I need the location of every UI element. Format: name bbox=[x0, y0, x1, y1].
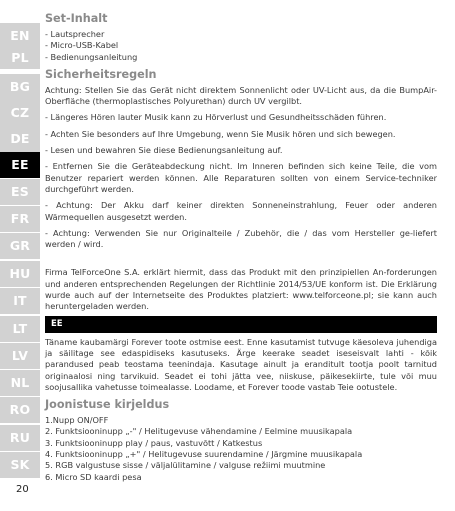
language-sidebar bbox=[0, 0, 40, 490]
lang-tab-fr[interactable]: FR bbox=[0, 206, 40, 232]
lang-tab-es[interactable]: ES bbox=[0, 179, 40, 205]
lang-tab-pl[interactable]: PL bbox=[0, 46, 40, 69]
lang-tab-lv[interactable]: LV bbox=[0, 343, 40, 369]
lang-tab-ru[interactable]: RU bbox=[0, 425, 40, 451]
description-item: 4. Funktsiooninupp „+" / Helitugevuse suurendamine / Järgmine muusikapala bbox=[45, 449, 363, 460]
section-bar-ee: EE bbox=[45, 316, 437, 333]
lang-tab-en[interactable]: EN bbox=[0, 23, 40, 49]
description-item: 2. Funktsiooninupp „-" / Helitugevuse vähendamine / Eelmine muusikapala bbox=[45, 426, 353, 437]
description-item: 6. Micro SD kaardi pesa bbox=[45, 471, 142, 482]
set-item: - Lautsprecher bbox=[45, 29, 105, 39]
lang-tab-ro[interactable]: RO bbox=[0, 397, 40, 423]
lang-tab-cz[interactable]: CZ bbox=[0, 100, 40, 126]
description-item: 5. RGB valgustuse sisse / väljalülitamine / valguse režiimi muutmine bbox=[45, 460, 326, 471]
declaration-text: Firma TelForceOne S.A. erklärt hiermit, dass das Produkt mit den prinzipiellen An-forderungen und anderen entsprechenden Regelungen der Richtlinie 2014/53/UE konform ist. Die Erklärung wurde auch auf der Internetseite des Produktes platziert: www.telforceone.pl; sie kann auch heruntergeladen werden. bbox=[45, 267, 437, 312]
set-item: - Bedienungsanleitung bbox=[45, 51, 138, 62]
lang-tab-de[interactable]: DE bbox=[0, 126, 40, 152]
safety-heading: Sicherheitsregeln bbox=[45, 67, 157, 81]
lang-tab-it[interactable]: IT bbox=[0, 288, 40, 314]
lang-tab-gr[interactable]: GR bbox=[0, 233, 40, 259]
set-heading: Set-Inhalt bbox=[45, 12, 108, 25]
lang-tab-ee-active[interactable]: EE bbox=[0, 152, 40, 178]
safety-item: - Achtung: Verwenden Sie nur Originalteile / Zubehör, die / das vom Hersteller ge-liefert werden / wird. bbox=[45, 227, 437, 250]
description-heading: Joonistuse kirjeldus bbox=[45, 398, 170, 412]
lang-tab-lt[interactable]: LT bbox=[0, 316, 40, 342]
lang-tab-hu[interactable]: HU bbox=[0, 261, 40, 287]
safety-item: - Achten Sie besonders auf Ihre Umgebung, wenn Sie Musik hören und sich bewegen. bbox=[45, 128, 396, 139]
safety-item: Achtung: Stellen Sie das Gerät nicht direktem Sonnenlicht oder UV-Licht aus, da die BumpAir-Oberfläche (thermoplastisches Polyurethan) durch UV vergilbt. bbox=[45, 84, 437, 107]
lang-tab-bg[interactable]: BG bbox=[0, 74, 40, 100]
description-item: 3. Funktsiooninupp play / paus, vastuvõtt / Katkestus bbox=[45, 437, 263, 448]
safety-item: - Längeres Hören lauter Musik kann zu Hörverlust und Gesundheitsschäden führen. bbox=[45, 112, 387, 123]
set-item: - Micro-USB-Kabel bbox=[45, 40, 119, 51]
description-item: 1.Nupp ON/OFF bbox=[45, 415, 109, 426]
lang-tab-sk[interactable]: SK bbox=[0, 452, 40, 478]
page-number: 20 bbox=[16, 484, 29, 495]
ee-intro-text: Täname kaubamärgi Forever toote ostmise eest. Enne kasutamist tutvuge käesoleva juhendiga ja säilitage see edaspidiseks kasutuseks. Ärge keerake seadet iseseisvalt lahti - kõik parandused peab teostama teenindaja. Kasutage ainult ja eranditult tootja poolt tarnitud originaalosi ning tarvikuid. Seadet ei tohi jätta vee, niiskuse, päikesekiirte, tule või muu soojusallika vahetusse toimealasse. Loodame, et Forever toode vastab Teie ootustele. bbox=[45, 336, 437, 392]
lang-tab-nl[interactable]: NL bbox=[0, 370, 40, 396]
safety-item: - Lesen und bewahren Sie diese Bedienungsanleitung auf. bbox=[45, 145, 283, 156]
page-content bbox=[45, 12, 437, 483]
safety-item: - Achtung: Der Akku darf keiner direkten Sonneneinstrahlung, Feuer oder anderen Wärmequellen ausgesetzt werden. bbox=[45, 200, 437, 222]
safety-item: - Entfernen Sie die Geräteabdeckung nicht. Im Inneren befinden sich keine Teile, die vom Benutzer repariert werden können. Alle Reparaturen sollten von einem Service-techniker durchgeführt werden. bbox=[45, 161, 437, 194]
